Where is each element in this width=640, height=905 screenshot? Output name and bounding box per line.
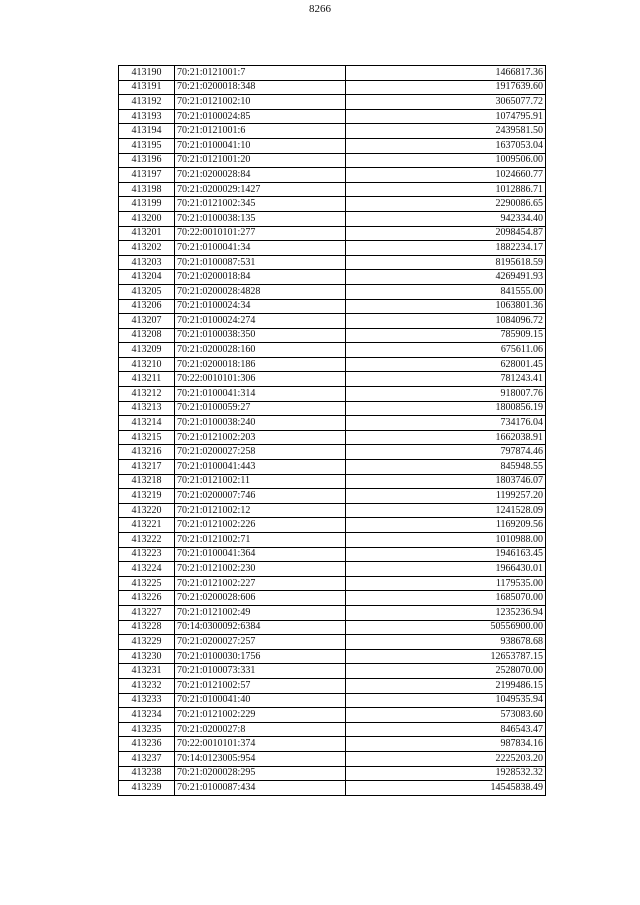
cadastral-value: 942334.40 — [346, 211, 546, 226]
cadastral-value: 841555.00 — [346, 284, 546, 299]
cadastral-value: 1049535.94 — [346, 693, 546, 708]
cadastral-value: 1012886.71 — [346, 182, 546, 197]
cadastral-number: 70:21:0121002:11 — [175, 474, 346, 489]
row-number: 413205 — [119, 284, 175, 299]
cadastral-number: 70:21:0100041:40 — [175, 693, 346, 708]
cadastral-value: 4269491.93 — [346, 270, 546, 285]
cadastral-number: 70:21:0100041:10 — [175, 138, 346, 153]
table-row — [119, 649, 546, 664]
cadastral-value: 1662038.91 — [346, 430, 546, 445]
cadastral-number: 70:21:0200027:257 — [175, 635, 346, 650]
cadastral-value: 846543.47 — [346, 722, 546, 737]
table-row — [119, 547, 546, 562]
table-row — [119, 197, 546, 212]
cadastral-value: 1928532.32 — [346, 766, 546, 781]
row-number: 413236 — [119, 737, 175, 752]
cadastral-number: 70:21:0121002:230 — [175, 562, 346, 577]
table-row — [119, 591, 546, 606]
row-number: 413207 — [119, 314, 175, 329]
row-number: 413209 — [119, 343, 175, 358]
row-number: 413221 — [119, 518, 175, 533]
row-number: 413232 — [119, 678, 175, 693]
row-number: 413210 — [119, 357, 175, 372]
cadastral-value: 1235236.94 — [346, 605, 546, 620]
cadastral-value: 734176.04 — [346, 416, 546, 431]
table-row — [119, 605, 546, 620]
cadastral-number: 70:21:0200028:295 — [175, 766, 346, 781]
table-row — [119, 168, 546, 183]
table-row — [119, 328, 546, 343]
row-number: 413216 — [119, 445, 175, 460]
cadastral-value: 1009506.00 — [346, 153, 546, 168]
row-number: 413193 — [119, 109, 175, 124]
cadastral-value: 2199486.15 — [346, 678, 546, 693]
cadastral-number: 70:21:0100041:443 — [175, 460, 346, 475]
table-row — [119, 372, 546, 387]
cadastral-number: 70:21:0100059:27 — [175, 401, 346, 416]
cadastral-value: 3065077.72 — [346, 95, 546, 110]
cadastral-value: 1637053.04 — [346, 138, 546, 153]
cadastral-value: 1800856.19 — [346, 401, 546, 416]
table-row — [119, 533, 546, 548]
cadastral-value: 797874.46 — [346, 445, 546, 460]
table-row — [119, 737, 546, 752]
row-number: 413237 — [119, 751, 175, 766]
row-number: 413223 — [119, 547, 175, 562]
row-number: 413194 — [119, 124, 175, 139]
table-row — [119, 95, 546, 110]
cadastral-value: 1084096.72 — [346, 314, 546, 329]
cadastral-value: 2528070.00 — [346, 664, 546, 679]
row-number: 413220 — [119, 503, 175, 518]
cadastral-number: 70:21:0200028:84 — [175, 168, 346, 183]
row-number: 413230 — [119, 649, 175, 664]
cadastral-number: 70:21:0200028:606 — [175, 591, 346, 606]
table-row — [119, 678, 546, 693]
table-row — [119, 284, 546, 299]
page-number: 8266 — [309, 3, 331, 15]
cadastral-value: 1466817.36 — [346, 66, 546, 81]
table-row — [119, 109, 546, 124]
cadastral-number: 70:21:0100024:34 — [175, 299, 346, 314]
row-number: 413201 — [119, 226, 175, 241]
table-row — [119, 387, 546, 402]
cadastral-number: 70:21:0100024:274 — [175, 314, 346, 329]
cadastral-value: 1179535.00 — [346, 576, 546, 591]
row-number: 413226 — [119, 591, 175, 606]
cadastral-number: 70:21:0200028:160 — [175, 343, 346, 358]
row-number: 413228 — [119, 620, 175, 635]
row-number: 413208 — [119, 328, 175, 343]
cadastral-number: 70:21:0100038:240 — [175, 416, 346, 431]
table-row — [119, 474, 546, 489]
cadastral-number: 70:21:0121001:20 — [175, 153, 346, 168]
row-number: 413212 — [119, 387, 175, 402]
cadastral-number: 70:21:0121002:71 — [175, 533, 346, 548]
row-number: 413191 — [119, 80, 175, 95]
row-number: 413211 — [119, 372, 175, 387]
table-row — [119, 766, 546, 781]
table-row — [119, 460, 546, 475]
cadastral-value: 628001.45 — [346, 357, 546, 372]
row-number: 413225 — [119, 576, 175, 591]
cadastral-value: 573083.60 — [346, 708, 546, 723]
table-row — [119, 722, 546, 737]
row-number: 413217 — [119, 460, 175, 475]
cadastral-value: 781243.41 — [346, 372, 546, 387]
cadastral-number: 70:21:0200018:84 — [175, 270, 346, 285]
table-row — [119, 153, 546, 168]
cadastral-value: 1803746.07 — [346, 474, 546, 489]
cadastral-number: 70:21:0121001:7 — [175, 66, 346, 81]
cadastral-value: 1946163.45 — [346, 547, 546, 562]
table-row — [119, 226, 546, 241]
cadastral-number: 70:21:0100073:331 — [175, 664, 346, 679]
cadastral-number: 70:21:0200027:258 — [175, 445, 346, 460]
table-row — [119, 211, 546, 226]
row-number: 413200 — [119, 211, 175, 226]
cadastral-value: 2225203.20 — [346, 751, 546, 766]
row-number: 413202 — [119, 241, 175, 256]
cadastral-value: 1074795.91 — [346, 109, 546, 124]
row-number: 413218 — [119, 474, 175, 489]
table-row — [119, 138, 546, 153]
cadastral-number: 70:21:0100041:314 — [175, 387, 346, 402]
cadastral-value: 675611.06 — [346, 343, 546, 358]
cadastral-value: 987834.16 — [346, 737, 546, 752]
row-number: 413192 — [119, 95, 175, 110]
cadastral-number: 70:21:0121002:229 — [175, 708, 346, 723]
cadastral-number: 70:22:0010101:277 — [175, 226, 346, 241]
row-number: 413203 — [119, 255, 175, 270]
cadastral-value: 785909.15 — [346, 328, 546, 343]
table-row — [119, 620, 546, 635]
row-number: 413231 — [119, 664, 175, 679]
table-row — [119, 693, 546, 708]
cadastral-number: 70:21:0121002:12 — [175, 503, 346, 518]
table-row — [119, 66, 546, 81]
row-number: 413234 — [119, 708, 175, 723]
table-row — [119, 343, 546, 358]
cadastral-number: 70:21:0121002:226 — [175, 518, 346, 533]
cadastral-value: 1241528.09 — [346, 503, 546, 518]
cadastral-number: 70:21:0121002:203 — [175, 430, 346, 445]
table-row — [119, 357, 546, 372]
cadastral-number: 70:21:0100087:531 — [175, 255, 346, 270]
cadastral-value: 1024660.77 — [346, 168, 546, 183]
row-number: 413235 — [119, 722, 175, 737]
cadastral-number: 70:14:0300092:6384 — [175, 620, 346, 635]
cadastral-number: 70:21:0121001:6 — [175, 124, 346, 139]
table-row — [119, 255, 546, 270]
cadastral-number: 70:21:0121002:49 — [175, 605, 346, 620]
cadastral-number: 70:21:0100041:364 — [175, 547, 346, 562]
cadastral-number: 70:21:0100030:1756 — [175, 649, 346, 664]
table-row — [119, 416, 546, 431]
table-row — [119, 80, 546, 95]
cadastral-number: 70:21:0121002:227 — [175, 576, 346, 591]
cadastral-value: 1199257.20 — [346, 489, 546, 504]
row-number: 413238 — [119, 766, 175, 781]
cadastral-number: 70:21:0100038:135 — [175, 211, 346, 226]
row-number: 413224 — [119, 562, 175, 577]
table-row — [119, 241, 546, 256]
row-number: 413195 — [119, 138, 175, 153]
row-number: 413213 — [119, 401, 175, 416]
table-row — [119, 576, 546, 591]
table-row — [119, 124, 546, 139]
cadastral-value: 2098454.87 — [346, 226, 546, 241]
cadastral-number: 70:21:0100087:434 — [175, 781, 346, 796]
cadastral-value: 1882234.17 — [346, 241, 546, 256]
table-row — [119, 664, 546, 679]
table-row — [119, 751, 546, 766]
row-number: 413214 — [119, 416, 175, 431]
cadastral-number: 70:21:0200028:4828 — [175, 284, 346, 299]
row-number: 413197 — [119, 168, 175, 183]
cadastral-value-table — [118, 65, 546, 796]
cadastral-value: 2439581.50 — [346, 124, 546, 139]
cadastral-value: 8195618.59 — [346, 255, 546, 270]
table-body — [119, 66, 546, 796]
table-row — [119, 182, 546, 197]
cadastral-number: 70:21:0100041:34 — [175, 241, 346, 256]
cadastral-value: 14545838.49 — [346, 781, 546, 796]
cadastral-value: 1010988.00 — [346, 533, 546, 548]
cadastral-number: 70:21:0200027:8 — [175, 722, 346, 737]
cadastral-value: 845948.55 — [346, 460, 546, 475]
table-row — [119, 518, 546, 533]
table-row — [119, 635, 546, 650]
table-row — [119, 503, 546, 518]
table-row — [119, 401, 546, 416]
cadastral-value: 50556900.00 — [346, 620, 546, 635]
cadastral-number: 70:21:0100024:85 — [175, 109, 346, 124]
table-row — [119, 562, 546, 577]
row-number: 413222 — [119, 533, 175, 548]
table-row — [119, 489, 546, 504]
cadastral-number: 70:21:0121002:345 — [175, 197, 346, 212]
table-row — [119, 445, 546, 460]
row-number: 413239 — [119, 781, 175, 796]
cadastral-number: 70:21:0121002:57 — [175, 678, 346, 693]
row-number: 413204 — [119, 270, 175, 285]
table-row — [119, 781, 546, 796]
cadastral-value: 1063801.36 — [346, 299, 546, 314]
cadastral-number: 70:21:0200029:1427 — [175, 182, 346, 197]
row-number: 413233 — [119, 693, 175, 708]
row-number: 413199 — [119, 197, 175, 212]
cadastral-value: 12653787.15 — [346, 649, 546, 664]
row-number: 413206 — [119, 299, 175, 314]
cadastral-value: 1685070.00 — [346, 591, 546, 606]
cadastral-number: 70:21:0121002:10 — [175, 95, 346, 110]
cadastral-value: 918007.76 — [346, 387, 546, 402]
row-number: 413196 — [119, 153, 175, 168]
row-number: 413227 — [119, 605, 175, 620]
table-row — [119, 314, 546, 329]
cadastral-value: 938678.68 — [346, 635, 546, 650]
cadastral-number: 70:21:0200018:348 — [175, 80, 346, 95]
cadastral-value: 1169209.56 — [346, 518, 546, 533]
cadastral-number: 70:21:0200007:746 — [175, 489, 346, 504]
cadastral-number: 70:22:0010101:306 — [175, 372, 346, 387]
row-number: 413229 — [119, 635, 175, 650]
cadastral-number: 70:21:0100038:350 — [175, 328, 346, 343]
table-row — [119, 270, 546, 285]
cadastral-value: 1966430.01 — [346, 562, 546, 577]
cadastral-number: 70:22:0010101:374 — [175, 737, 346, 752]
row-number: 413215 — [119, 430, 175, 445]
row-number: 413219 — [119, 489, 175, 504]
row-number: 413198 — [119, 182, 175, 197]
cadastral-number: 70:14:0123005:954 — [175, 751, 346, 766]
cadastral-value: 2290086.65 — [346, 197, 546, 212]
cadastral-value: 1917639.60 — [346, 80, 546, 95]
row-number: 413190 — [119, 66, 175, 81]
table-row — [119, 299, 546, 314]
cadastral-number: 70:21:0200018:186 — [175, 357, 346, 372]
table-row — [119, 708, 546, 723]
table-row — [119, 430, 546, 445]
